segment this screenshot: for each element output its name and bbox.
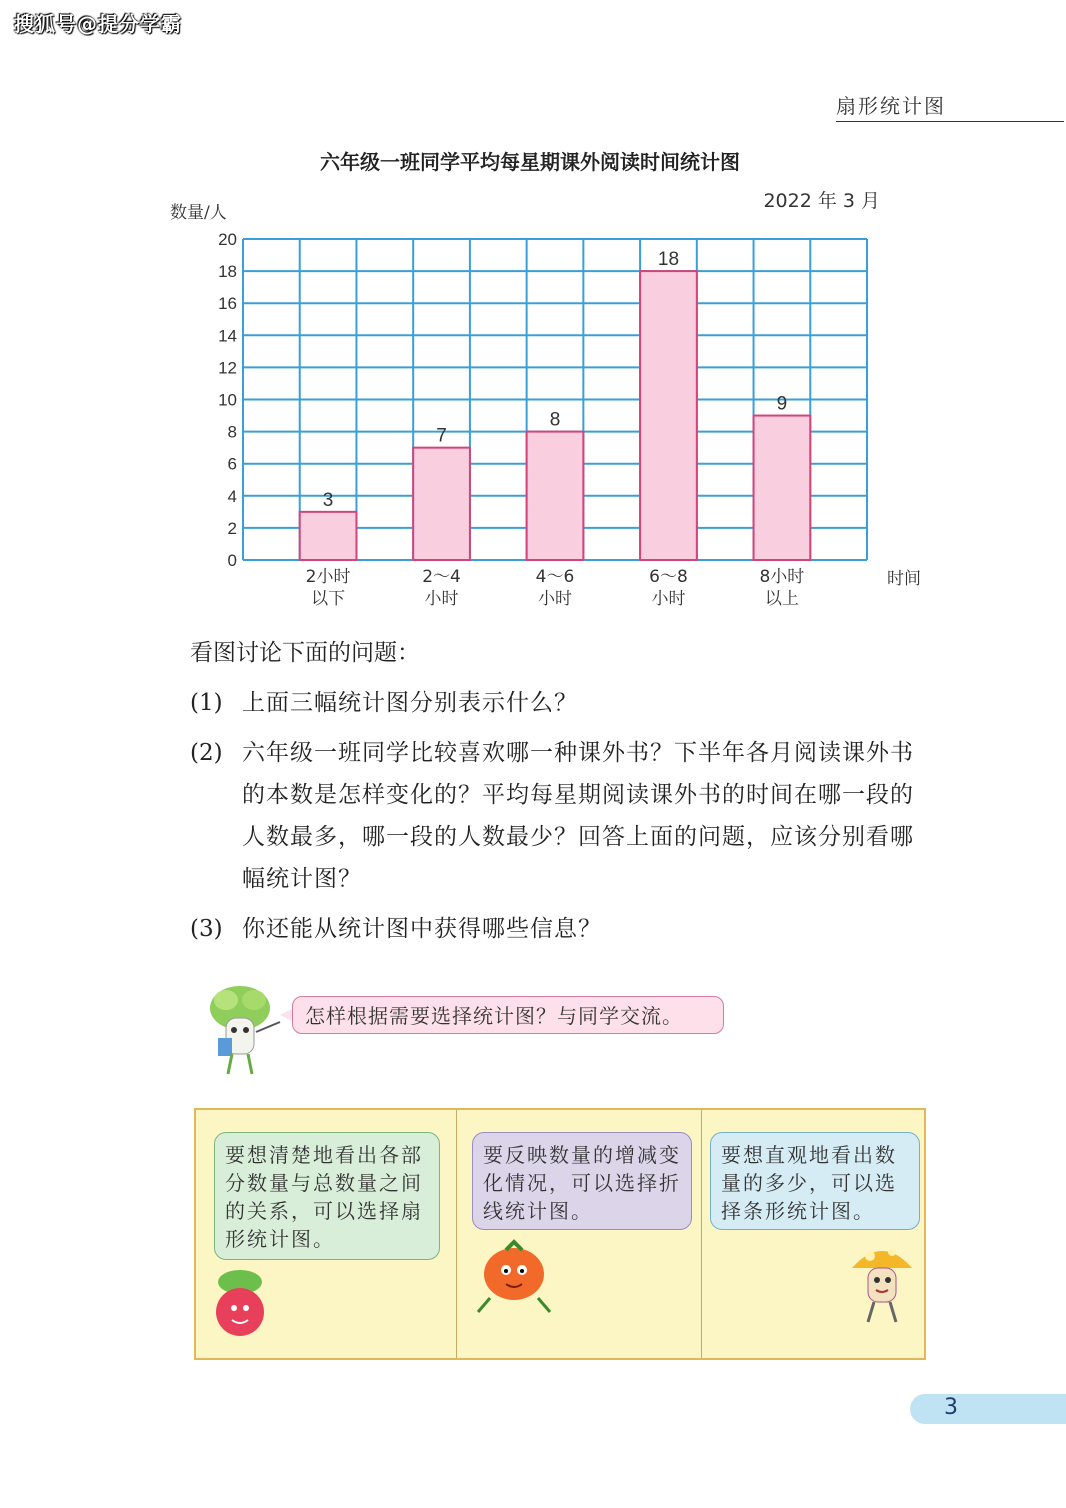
chart-title: 六年级一班同学平均每星期课外阅读时间统计图 (320, 150, 740, 174)
x-tick-label: 2小时 (305, 567, 351, 587)
bar (640, 271, 697, 560)
chart-date: 2022 年 3 月 (763, 190, 880, 212)
cabbage-mascot-icon (200, 980, 284, 1080)
x-tick-label: 以上 (764, 589, 799, 609)
mushroom-character-icon (846, 1234, 918, 1326)
bar (754, 416, 811, 560)
x-tick-label: 以下 (311, 589, 346, 609)
x-tick-label: 8小时 (759, 567, 805, 587)
panel-divider (701, 1110, 702, 1358)
y-tick-label: 10 (218, 390, 237, 410)
bar (300, 512, 357, 560)
y-tick-label: 12 (218, 358, 237, 378)
x-tick-label: 小时 (538, 589, 572, 609)
y-tick-label: 20 (218, 230, 237, 249)
data-label: 3 (322, 489, 334, 511)
question-number: (3) (190, 916, 223, 942)
y-tick-label: 18 (218, 262, 237, 282)
pie-chart-advice-bubble: 要想清楚地看出各部分数量与总数量之间的关系，可以选择扇形统计图。 (214, 1132, 440, 1260)
question-text: 上面三幅统计图分别表示什么？ (242, 690, 578, 716)
chart-choice-panel (194, 1108, 926, 1360)
y-tick-label: 6 (227, 454, 237, 474)
section-title: 扇形统计图 (836, 90, 1064, 122)
question-text: 六年级一班同学比较喜欢哪一种课外书？下半年各月阅读课外书的本数是怎样变化的？平均每星期阅读课外书的时间在哪一段的人数最多，哪一段的人数最少？回答上面的问题，应该分别看哪幅统计图？ (242, 740, 914, 892)
question-number: (1) (190, 690, 223, 716)
radish-character-icon (206, 1268, 276, 1342)
page-number-tab (910, 1394, 1066, 1424)
data-label: 9 (776, 393, 788, 415)
y-tick-label: 8 (227, 422, 237, 442)
discussion-questions (190, 632, 950, 958)
x-tick-label: 4～6 (535, 567, 575, 587)
question-item (190, 682, 950, 724)
y-tick-label: 14 (218, 326, 237, 346)
page-number: 3 (944, 1395, 958, 1420)
data-label: 18 (657, 249, 680, 271)
data-label: 7 (436, 425, 447, 447)
question-item (190, 732, 950, 900)
question-item (190, 908, 950, 950)
question-text: 你还能从统计图中获得哪些信息？ (242, 916, 602, 942)
x-tick-label: 6～8 (649, 567, 688, 587)
bar (527, 432, 584, 560)
x-tick-label: 小时 (651, 589, 686, 609)
tip-speech-bubble: 怎样根据需要选择统计图？与同学交流。 (292, 996, 724, 1034)
bar-chart-advice-bubble: 要想直观地看出数量的多少，可以选择条形统计图。 (710, 1132, 920, 1230)
line-chart-advice-bubble: 要反映数量的增减变化情况，可以选择折线统计图。 (472, 1132, 692, 1230)
bar (413, 448, 470, 560)
x-tick-label: 2～4 (422, 567, 461, 587)
bar-chart (160, 196, 921, 616)
y-tick-label: 0 (227, 551, 237, 570)
y-tick-label: 4 (227, 486, 237, 506)
question-number: (2) (190, 740, 223, 766)
panel-divider (456, 1110, 457, 1358)
questions-intro: 看图讨论下面的问题： (190, 640, 420, 666)
y-tick-label: 16 (218, 294, 237, 314)
y-tick-label: 2 (227, 518, 237, 538)
data-label: 8 (549, 409, 561, 431)
x-tick-label: 小时 (424, 589, 459, 609)
watermark: 搜狐号@提分学霸 (14, 12, 182, 36)
y-axis-label: 数量/人 (170, 203, 227, 223)
tomato-character-icon (466, 1238, 562, 1318)
x-axis-label: 时间 (887, 569, 921, 589)
